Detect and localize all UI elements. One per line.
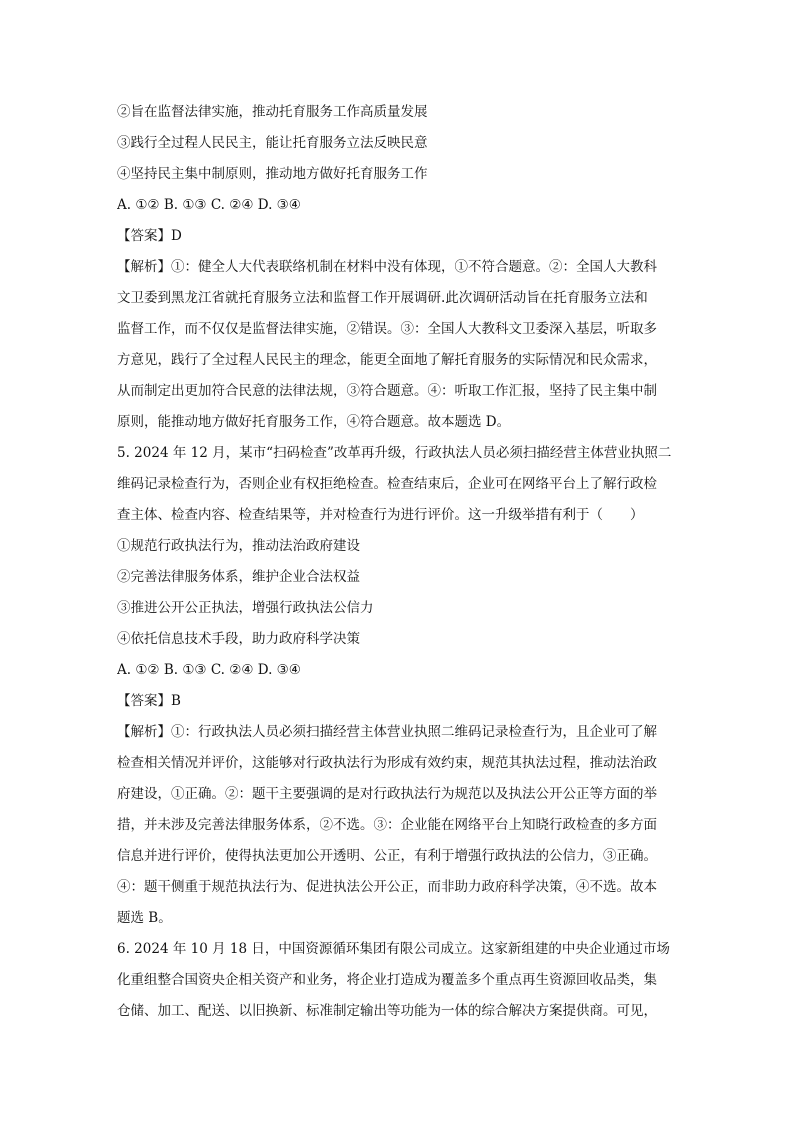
analysis-line: 府建设，①正确。②：题干主要强调的是对行政执法行为规范以及执法公开公正等方面的举 <box>117 786 657 802</box>
option-line: ②旨在监督法律实施，推动托育服务工作高质量发展 <box>117 104 428 120</box>
option-line: ②完善法律服务体系，维护企业合法权益 <box>117 569 360 585</box>
answer-line: 【答案】D <box>117 228 182 244</box>
analysis-line: 监督工作，而不仅仅是监督法律实施，②错误。③：全国人大教科文卫委深入基层，听取多 <box>117 321 657 337</box>
analysis-line: 检查相关情况并评价，这能够对行政执法行为形成有效约束，规范其执法过程，推动法治政 <box>117 755 657 771</box>
answer-line: 【答案】B <box>117 693 181 709</box>
analysis-line: 原则，能推动地方做好托育服务工作，④符合题意。故本题选 D。 <box>117 414 511 430</box>
analysis-line: 措，并未涉及完善法律服务体系，②不选。③：企业能在网络平台上知晓行政检查的多方面 <box>117 817 657 833</box>
choices-line: A. ①② B. ①③ C. ②④ D. ③④ <box>117 662 301 678</box>
question-line: 6. 2024 年 10 月 18 日，中国资源循环集团有限公司成立。这家新组建的中央企业通过市场 <box>117 941 670 957</box>
document-body <box>117 97 692 1027</box>
option-line: ③推进公开公正执法，增强行政执法公信力 <box>117 600 374 616</box>
analysis-line: 文卫委到黑龙江省就托育服务立法和监督工作开展调研.此次调研活动旨在托育服务立法和 <box>117 290 648 306</box>
question-line: 5. 2024 年 12 月，某市“扫码检查”改革再升级，行政执法人员必须扫描经营主体营业执照二 <box>117 445 672 461</box>
analysis-line: 【解析】①：健全人大代表联络机制在材料中没有体现，①不符合题意。②：全国人大教科 <box>117 259 657 275</box>
question-line: 查主体、检查内容、检查结果等，并对检查行为进行评价。这一升级举措有利于（ ） <box>117 507 644 523</box>
option-line: ④依托信息技术手段，助力政府科学决策 <box>117 631 360 647</box>
option-line: ①规范行政执法行为，推动法治政府建设 <box>117 538 360 554</box>
analysis-line: 从而制定出更加符合民意的法律法规，③符合题意。④：听取工作汇报，坚持了民主集中制 <box>117 383 657 399</box>
choices-line: A. ①② B. ①③ C. ②④ D. ③④ <box>117 197 301 213</box>
analysis-line: 【解析】①：行政执法人员必须扫描经营主体营业执照二维码记录检查行为，且企业可了解 <box>117 724 657 740</box>
option-line: ③践行全过程人民民主，能让托育服务立法反映民意 <box>117 135 428 151</box>
option-line: ④坚持民主集中制原则，推动地方做好托育服务工作 <box>117 166 428 182</box>
question-line: 化重组整合国资央企相关资产和业务，将企业打造成为覆盖多个重点再生资源回收品类，集 <box>117 972 657 988</box>
question-line: 维码记录检查行为，否则企业有权拒绝检查。检查结束后，企业可在网络平台上了解行政检 <box>117 476 657 492</box>
analysis-line: 信息并进行评价，使得执法更加公开透明、公正，有利于增强行政执法的公信力，③正确。 <box>117 848 657 864</box>
question-line: 仓储、加工、配送、以旧换新、标准制定输出等功能为一体的综合解决方案提供商。可见， <box>117 1003 657 1019</box>
analysis-line: 题选 B。 <box>117 910 172 926</box>
analysis-line: 方意见，践行了全过程人民民主的理念，能更全面地了解托育服务的实际情况和民众需求， <box>117 352 657 368</box>
analysis-line: ④：题干侧重于规范执法行为、促进执法公开公正，而非助力政府科学决策，④不选。故本 <box>117 879 657 895</box>
